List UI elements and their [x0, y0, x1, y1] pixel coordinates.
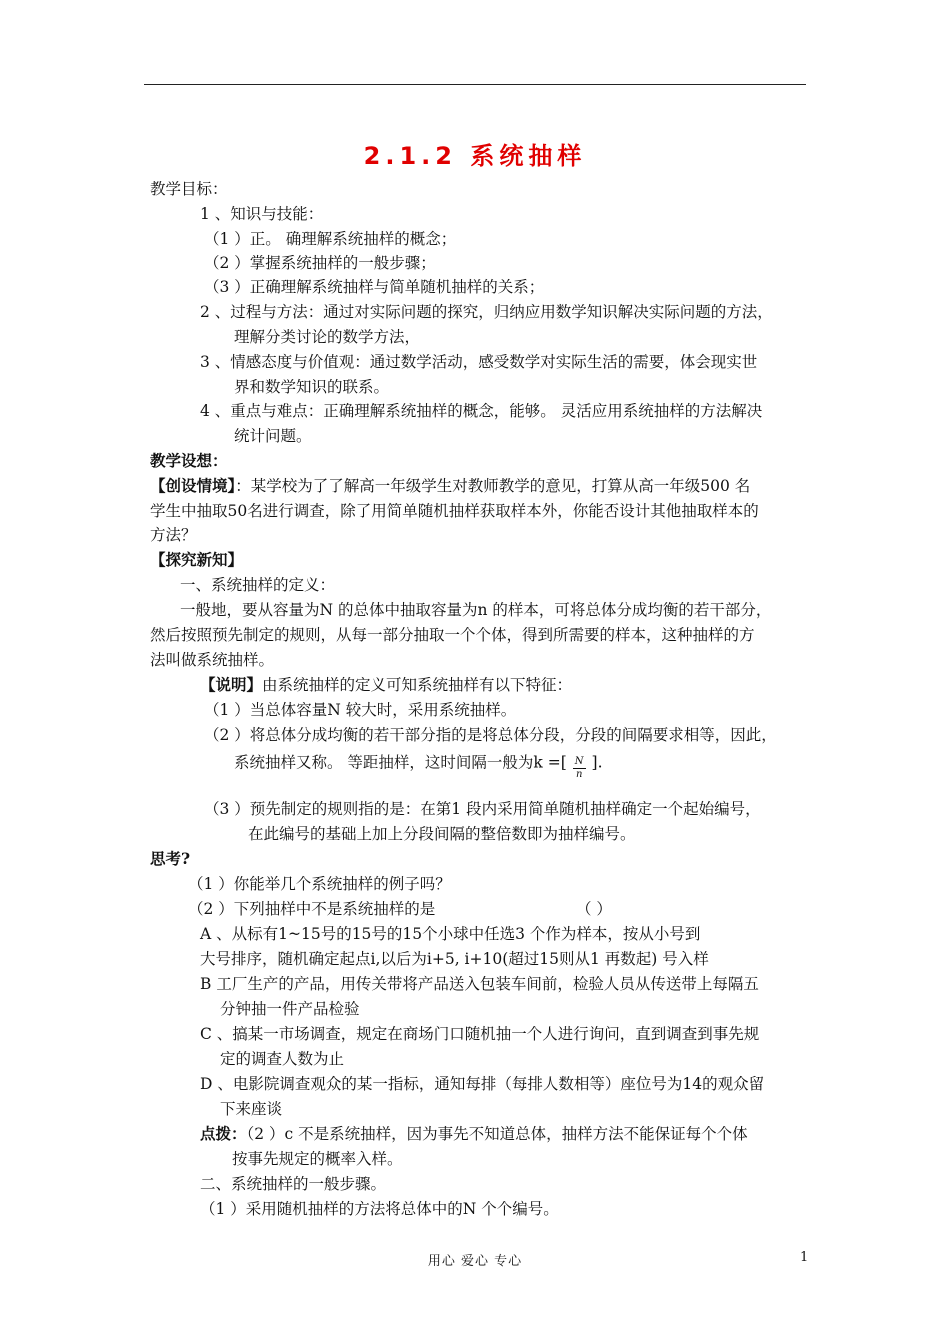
goal-2-line-1: 2 、过程与方法：通过对实际问题的探究，归纳应用数学知识解决实际问题的方法， [200, 303, 773, 321]
goal-4-line-2: 统计问题。 [234, 427, 312, 445]
definition-line-3: 法叫做系统抽样。 [150, 651, 275, 669]
option-b-line-2: 分钟抽一件产品检验 [220, 1000, 360, 1018]
scenario-label: 【创设情境】 [150, 476, 236, 495]
note-2-line-2 [234, 751, 603, 780]
scenario-line-3: 方法？ [150, 526, 197, 544]
fraction-denominator: n [575, 769, 583, 780]
fraction-numerator: N [574, 756, 584, 767]
design-heading: 教学设想： [150, 451, 228, 470]
page-title: 2.1.2 系统抽样 [363, 142, 587, 170]
option-a-line-1: A 、从标有1~15号的15号的15个小球中任选3 个作为样本，按从小号到 [200, 925, 701, 943]
step-1: （1 ）采用随机抽样的方法将总体中的N 个个编号。 [200, 1200, 559, 1218]
goal-1-2: （2 ）掌握系统抽样的一般步骤； [204, 254, 436, 272]
option-c-line-1: C 、搞某一市场调查，规定在商场门口随机抽一个人进行询问，直到调查到事先规 [200, 1025, 760, 1043]
option-d-line-1: D 、电影院调查观众的某一指标，通知每排（每排人数相等）座位号为14的观众留 [200, 1075, 765, 1093]
scenario-text: ：某学校为了了解高一年级学生对教师教学的意见，打算从高一年级500 名 [235, 477, 751, 495]
option-b-line-1: B 工厂生产的产品，用传关带将产品送入包装车间前，检验人员从传送带上每隔五 [200, 975, 759, 993]
goals-heading: 教学目标： [150, 180, 228, 198]
scenario-line-1 [150, 476, 750, 496]
note-3-line-1: （3 ）预先制定的规则指的是：在第1 段内采用简单随机抽样确定一个起始编号， [204, 800, 761, 818]
note-text: 由系统抽样的定义可知系统抽样有以下特征： [262, 676, 573, 694]
definition-line-2: 然后按照预先制定的规则，从每一部分抽取一个个体，得到所需要的样本，这种抽样的方 [150, 626, 755, 644]
scenario-line-2: 学生中抽取50名进行调查，除了用简单随机抽样获取样本外，你能否设计其他抽取样本的 [150, 502, 759, 520]
note-label: 【说明】 [200, 675, 263, 694]
goal-1: 1 、知识与技能： [200, 205, 324, 223]
option-c-line-2: 定的调查人数为止 [220, 1050, 345, 1068]
option-a-line-2: 大号排序，随机确定起点i,以后为i+5, i+10(超过15则从1 再数起) 号入样 [200, 950, 709, 968]
think-2: （2 ）下列抽样中不是系统抽样的是 [188, 900, 436, 918]
hint-line-2: 按事先规定的概率入样。 [232, 1150, 403, 1168]
hint-label: 点拨： [200, 1124, 247, 1143]
goal-3-line-1: 3 、情感态度与价值观：通过数学活动，感受数学对实际生活的需要，体会现实世 [200, 353, 758, 371]
footer-motto: 用心 爱心 专心 [427, 1254, 523, 1269]
goal-1-3: （3 ）正确理解系统抽样与简单随机抽样的关系； [204, 278, 545, 296]
note-2-line-1: （2 ）将总体分成均衡的若干部分指的是将总体分段，分段的间隔要求相等，因此， [204, 726, 777, 744]
note-line [200, 675, 572, 695]
definition-heading: 一、系统抽样的定义： [180, 576, 336, 594]
hint-text: （2 ）c 不是系统抽样，因为事先不知道总体，抽样方法不能保证每个个体 [246, 1125, 748, 1143]
goal-4-line-1: 4 、重点与难点：正确理解系统抽样的概念，能够。 灵活应用系统抽样的方法解决 [200, 402, 763, 420]
goal-2-line-2: 理解分类讨论的数学方法， [234, 328, 421, 346]
answer-blank: （ ） [576, 900, 612, 918]
option-d-line-2: 下来座谈 [220, 1100, 283, 1118]
goal-1-1: （1 ）正。 确理解系统抽样的概念； [204, 230, 457, 248]
page-number: 1 [800, 1250, 809, 1265]
note-1: （1 ）当总体容量N 较大时，采用系统抽样。 [204, 701, 517, 719]
think-heading: 思考? [150, 849, 191, 868]
note-3-line-2: 在此编号的基础上加上分段间隔的整倍数即为抽样编号。 [248, 825, 636, 843]
goal-3-line-2: 界和数学知识的联系。 [234, 378, 390, 396]
definition-line-1: 一般地，要从容量为N 的总体中抽取容量为n 的样本，可将总体分成均衡的若干部分， [180, 601, 772, 619]
fraction-n-over-n [573, 756, 586, 781]
explore-heading: 【探究新知】 [150, 550, 244, 569]
think-1: （1 ）你能举几个系统抽样的例子吗？ [188, 875, 451, 893]
steps-heading: 二、系统抽样的一般步骤。 [200, 1175, 387, 1193]
hint-line-1 [200, 1124, 748, 1144]
header-rule [144, 84, 806, 85]
note-2-close: ]. [591, 753, 603, 772]
note-2-text: 系统抽样又称。 等距抽样，这时间隔一般为k =[ [234, 753, 567, 772]
